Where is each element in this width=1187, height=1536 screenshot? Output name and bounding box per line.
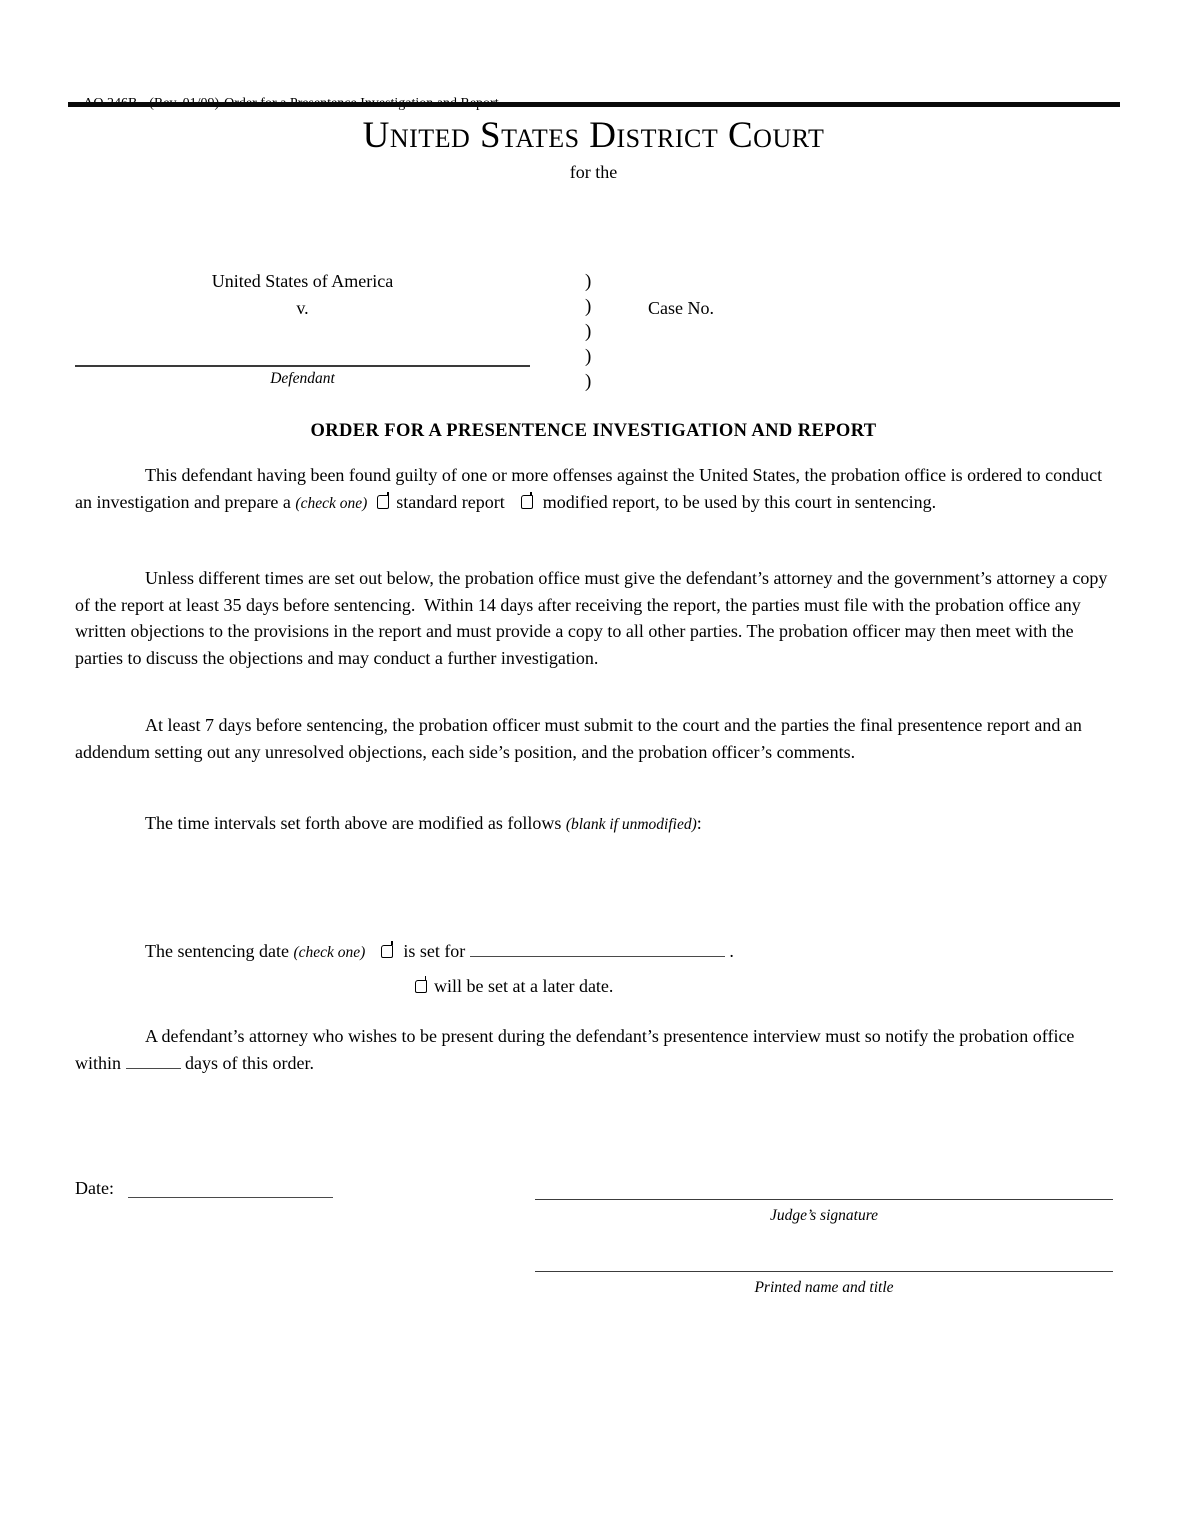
check-one-note: (check one) xyxy=(293,944,366,961)
modified-report-checkbox-icon[interactable] xyxy=(521,495,533,509)
court-subtitle: for the xyxy=(569,162,618,182)
form-header-title: Order for a Presentence Investigation and Report xyxy=(224,96,499,111)
is-set-for-period: . xyxy=(724,941,734,961)
paragraph-final-report: At least 7 days before sentencing, the probation officer must submit to the court and the parties the final presentence report and an addendum setting out any unresolved objections, each side’s position, and the probation officer’s comments. xyxy=(75,715,1087,762)
judge-signature-field[interactable] xyxy=(535,1184,1113,1200)
defendant-label: Defendant xyxy=(270,370,335,387)
paragraph-deadlines: Unless different times are set out below, the probation office must give the defendant’s attorney and the government’s attorney a copy of the report at least 35 days before sentencing. Within 14 days after receiving the report, the parties must file with the probation office any written objections to the provisions in the report and must provide a copy to all other parties. The probation officer may then meet with the parties to discuss the objections and may conduct a further investigation. xyxy=(75,568,1112,668)
printed-name-label: Printed name and title xyxy=(754,1279,894,1296)
modified-report-label: modified report, to be used by this court in sentencing. xyxy=(542,491,937,512)
caption-paren: ) xyxy=(585,271,592,292)
is-set-for-label: is set for xyxy=(403,941,470,961)
later-date-row xyxy=(415,976,613,997)
order-title: ORDER FOR A PRESENTENCE INVESTIGATION AND REPORT xyxy=(310,421,877,441)
time-intervals-text: The time intervals set forth above are modified as follows xyxy=(145,813,566,833)
header-rule xyxy=(68,102,1120,107)
printed-name-field[interactable] xyxy=(535,1256,1113,1272)
judge-signature-label: Judge’s signature xyxy=(769,1207,879,1224)
later-date-checkbox-icon[interactable] xyxy=(415,980,427,994)
caption-paren: ) xyxy=(585,346,592,367)
later-date-label: will be set at a later date. xyxy=(434,976,614,996)
attorney-notice-text-after: days of this order. xyxy=(180,1052,314,1073)
case-number-label: Case No. xyxy=(648,298,714,318)
versus-label: v. xyxy=(296,298,309,318)
paragraph-report-type xyxy=(75,462,1115,517)
sentencing-date-row xyxy=(75,941,734,962)
court-name: United States District Court xyxy=(362,115,825,156)
caption-paren: ) xyxy=(585,371,592,392)
date-field[interactable] xyxy=(128,1182,333,1198)
form-number: AO 246B xyxy=(83,96,138,111)
blank-if-unmodified-note: (blank if unmodified) xyxy=(565,816,697,833)
attorney-notice-text: A defendant’s attorney who wishes to be present during the defendant’s presentence interview must so notify the probation office within xyxy=(75,1026,1079,1073)
paragraph-attorney-notice xyxy=(75,1023,1115,1076)
caption-paren: ) xyxy=(585,296,592,317)
sentencing-date-field[interactable] xyxy=(470,942,725,957)
standard-report-checkbox-icon[interactable] xyxy=(377,495,389,509)
paragraph-time-intervals xyxy=(75,810,1115,839)
caption-paren: ) xyxy=(585,321,592,342)
notice-days-field[interactable] xyxy=(126,1054,181,1069)
date-label: Date: xyxy=(75,1178,114,1198)
time-intervals-colon: : xyxy=(696,813,702,833)
paragraph-report-type-text: This defendant having been found guilty of one or more offenses against the United States, the probation office is ordered to conduct an investigation and prepare a xyxy=(75,465,1107,512)
defendant-name-field[interactable] xyxy=(75,351,530,367)
check-one-note: (check one) xyxy=(295,494,368,512)
is-set-for-checkbox-icon[interactable] xyxy=(381,945,393,959)
standard-report-label: standard report xyxy=(396,491,505,512)
sentencing-date-lead: The sentencing date xyxy=(145,941,294,961)
form-revision: (Rev. 01/09) xyxy=(149,96,220,111)
plaintiff-name: United States of America xyxy=(211,271,394,291)
